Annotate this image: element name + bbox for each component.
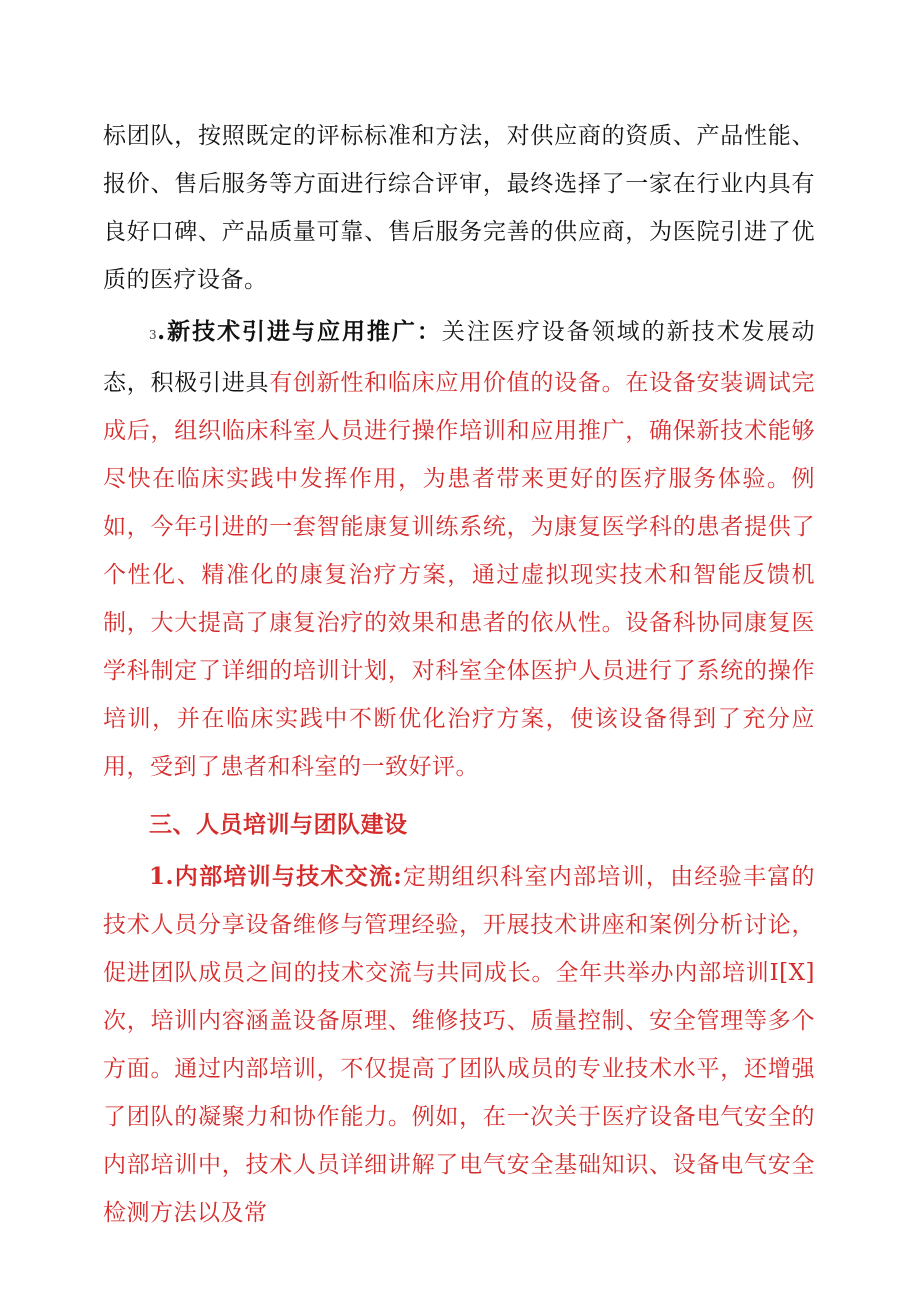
item-title: 1.内部培训与技术交流: <box>149 863 403 890</box>
item-body-text: 定期组织科室内部培训，由经验丰富的技术人员分享设备维修与管理经验，开展技术讲座和案例分析讨论，促进团队成员之间的技术交流与共同成长。全年共举办内部培训I[X]次，培训内容涵盖设备原理、维修技巧、质量控制、安全管理等多个方面。通过内部培训，不仅提高了团队成员的专业技术水平，还增强了团队的凝聚力和协作能力。例如，在一次关于医疗设备电气安全的内部培训中，技术人员详细讲解了电气安全基础知识、设备电气安全检测方法以及常 <box>103 864 815 1226</box>
paragraph-text: 标团队，按照既定的评标标准和方法，对供应商的资质、产品性能、报价、售后服务等方面进行综合评审，最终选择了一家在行业内具有良好口碑、产品质量可靠、售后服务完善的供应商，为医院引进了优质的医疗设备。 <box>103 123 815 293</box>
paragraph-internal-training <box>103 853 815 1237</box>
paragraph-procurement-continued <box>103 112 815 304</box>
item-title: .新技术引进与应用推广： <box>157 318 442 345</box>
section-heading-text: 三、人员培训与团队建设 <box>149 811 408 838</box>
item-lead-text: 关注医疗设备领域的新技术发展动态，积极引进具 <box>103 319 816 396</box>
paragraph-new-technology <box>103 308 815 791</box>
document-page <box>103 112 815 1237</box>
item-number: 3 <box>149 328 158 342</box>
section-heading-training <box>103 801 815 849</box>
item-body-text: 有创新性和临床应用价值的设备。在设备安装调试完成后，组织临床科室人员进行操作培训和应用推广，确保新技术能够尽快在临床实践中发挥作用，为患者带来更好的医疗服务体验。例如，今年引进的一套智能康复训练系统，为康复医学科的患者提供了个性化、精准化的康复治疗方案，通过虚拟现实技术和智能反馈机制，大大提高了康复治疗的效果和患者的依从性。设备科协同康复医学科制定了详细的培训计划，对科室全体医护人员进行了系统的操作培训，并在临床实践中不断优化治疗方案，使该设备得到了充分应用，受到了患者和科室的一致好评。 <box>103 370 816 780</box>
